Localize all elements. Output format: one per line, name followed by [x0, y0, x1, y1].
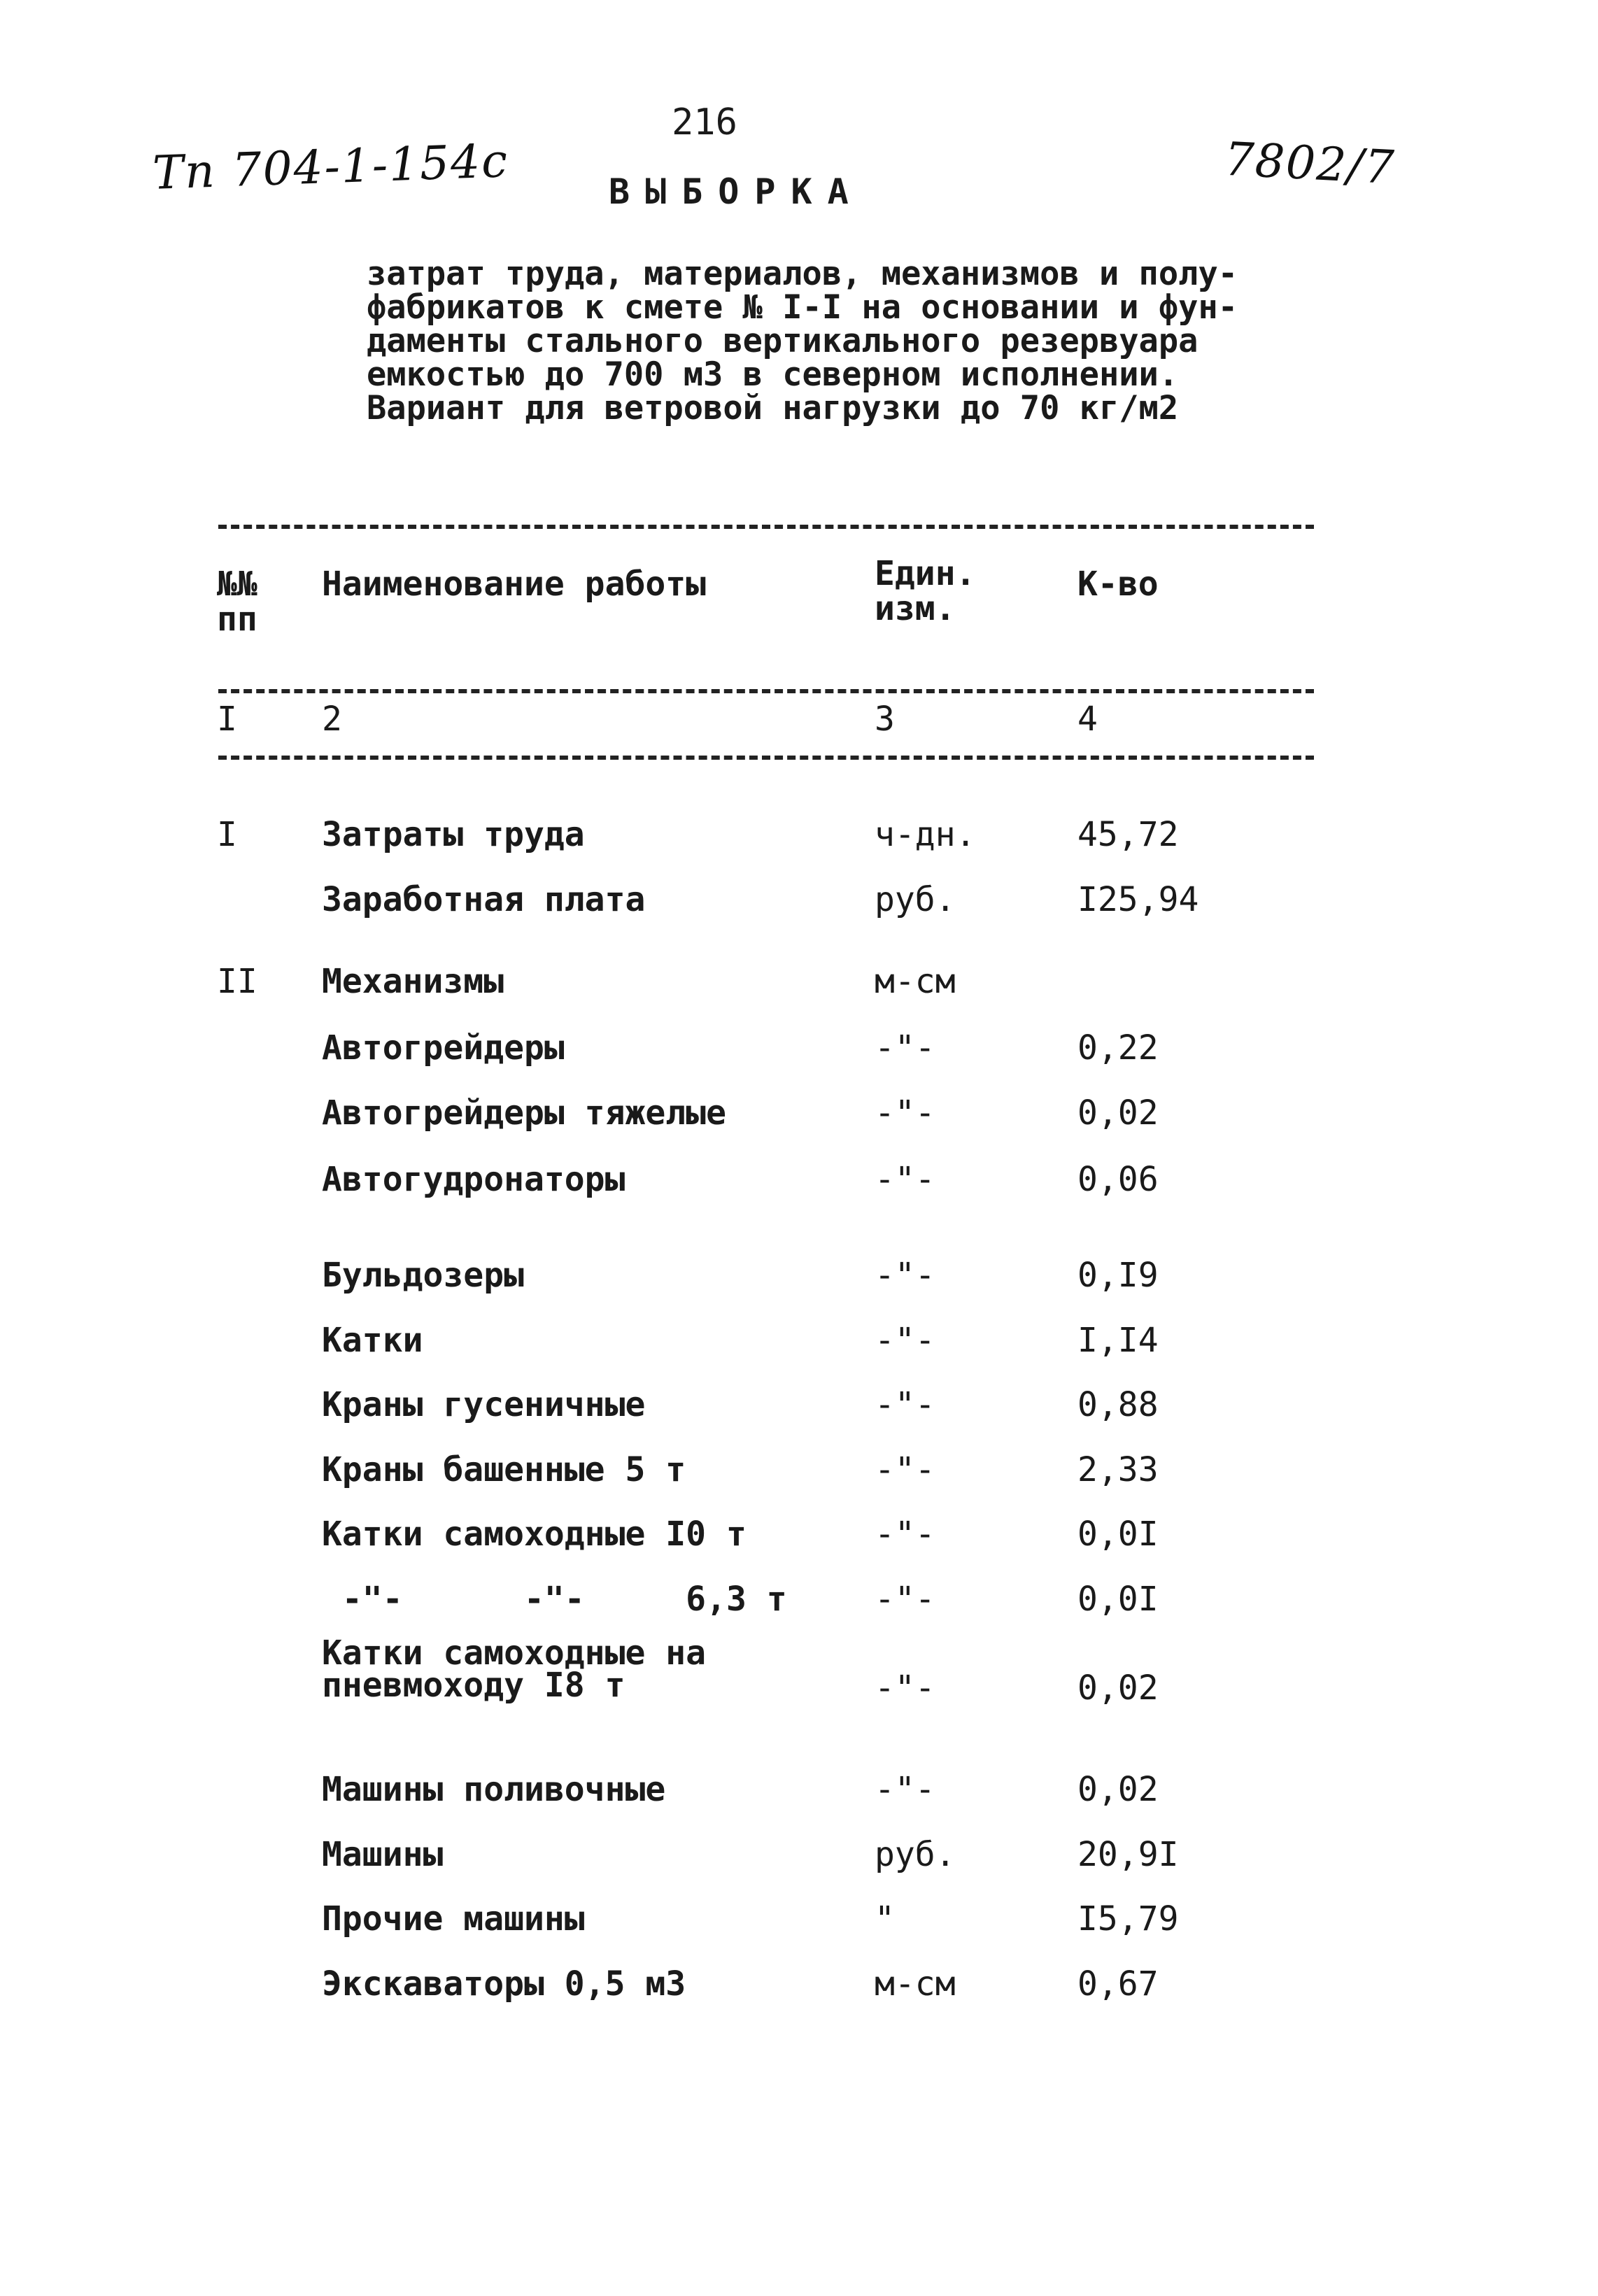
- page-number: 216: [672, 101, 737, 143]
- row-unit: -"-: [875, 1321, 935, 1360]
- document-code: Тп 704-1-154с: [151, 134, 510, 200]
- document-subtitle: [367, 257, 1332, 425]
- row-quantity: 0,22: [1077, 1028, 1159, 1068]
- row-unit: -"-: [875, 1160, 935, 1199]
- row-work-name: Машины: [322, 1835, 444, 1874]
- row-unit: -"-: [875, 1256, 935, 1295]
- row-unit: -"-: [875, 1515, 935, 1554]
- row-quantity: 0,06: [1077, 1160, 1159, 1199]
- row-quantity: 45,72: [1077, 815, 1179, 854]
- row-quantity: 0,02: [1077, 1668, 1159, 1708]
- row-quantity: 0,02: [1077, 1093, 1159, 1133]
- row-work-name: Катки самоходные на пневмоходу I8 т: [322, 1634, 707, 1705]
- row-quantity: 0,0I: [1077, 1580, 1159, 1619]
- row-quantity: 0,88: [1077, 1385, 1159, 1424]
- row-work-name: Катки: [322, 1321, 423, 1360]
- row-unit: -"-: [875, 1580, 935, 1619]
- row-work-name: Краны башенные 5 т: [322, 1450, 686, 1489]
- row-unit: -"-: [875, 1385, 935, 1424]
- row-quantity: 20,9I: [1077, 1835, 1179, 1874]
- row-work-name: Механизмы: [322, 962, 504, 1001]
- subtitle-line: Вариант для ветровой нагрузки до 70 кг/м2: [367, 389, 1179, 427]
- row-work-name: Катки самоходные I0 т: [322, 1515, 747, 1554]
- header-work-name: Наименование работы: [322, 565, 707, 604]
- row-quantity: 2,33: [1077, 1450, 1159, 1489]
- row-quantity: 0,67: [1077, 1964, 1159, 2004]
- row-work-name: Автогрейдеры: [322, 1028, 565, 1068]
- header-unit: Един. изм.: [875, 554, 976, 628]
- subtitle-line: емкостью до 700 м3 в северном исполнении.: [367, 355, 1179, 394]
- row-work-name: Прочие машины: [322, 1899, 585, 1939]
- row-unit: -"-: [875, 1093, 935, 1133]
- row-work-name: Автогрейдеры тяжелые: [322, 1093, 726, 1133]
- row-work-name: Машины поливочные: [322, 1770, 666, 1809]
- column-number-1: I: [217, 700, 237, 739]
- row-work-name: Автогудронаторы: [322, 1160, 625, 1199]
- row-unit: м-см: [875, 1964, 956, 2004]
- column-number-4: 4: [1077, 700, 1098, 739]
- header-number: №№ пп: [217, 565, 257, 639]
- row-work-name: Экскаваторы 0,5 м3: [322, 1964, 686, 2004]
- column-number-2: 2: [322, 700, 342, 739]
- row-unit: -"-: [875, 1668, 935, 1708]
- row-quantity: 0,I9: [1077, 1256, 1159, 1295]
- row-work-name: -"- -"- 6,3 т: [322, 1580, 787, 1619]
- row-unit: -"-: [875, 1770, 935, 1809]
- subtitle-line: даменты стального вертикального резервуара: [367, 322, 1198, 360]
- header-quantity: К-во: [1077, 565, 1159, 604]
- row-unit: ч-дн.: [875, 815, 976, 854]
- document-title: ВЫБОРКА: [609, 171, 864, 212]
- table-header-rule: [218, 689, 1314, 693]
- row-unit: м-см: [875, 962, 956, 1001]
- column-number-3: 3: [875, 700, 895, 739]
- sheet-code: 7802/7: [1223, 132, 1397, 195]
- row-quantity: I5,79: [1077, 1899, 1179, 1939]
- row-unit: ": [875, 1899, 895, 1939]
- row-work-name: Краны гусеничные: [322, 1385, 646, 1424]
- row-work-name: Заработная плата: [322, 880, 646, 919]
- row-quantity: 0,02: [1077, 1770, 1159, 1809]
- row-work-name: Бульдозеры: [322, 1256, 524, 1295]
- row-number: II: [217, 962, 257, 1001]
- table-top-rule: [218, 525, 1314, 529]
- subtitle-line: фабрикатов к смете № I-I на основании и фун-: [367, 288, 1238, 327]
- row-number: I: [217, 815, 237, 854]
- row-quantity: 0,0I: [1077, 1515, 1159, 1554]
- row-unit: -"-: [875, 1450, 935, 1489]
- row-unit: руб.: [875, 1835, 956, 1874]
- row-work-name: Затраты труда: [322, 815, 585, 854]
- row-unit: -"-: [875, 1028, 935, 1068]
- row-unit: руб.: [875, 880, 956, 919]
- table-numbers-rule: [218, 756, 1314, 760]
- row-quantity: I,I4: [1077, 1321, 1159, 1360]
- row-quantity: I25,94: [1077, 880, 1199, 919]
- subtitle-line: затрат труда, материалов, механизмов и полу-: [367, 255, 1238, 293]
